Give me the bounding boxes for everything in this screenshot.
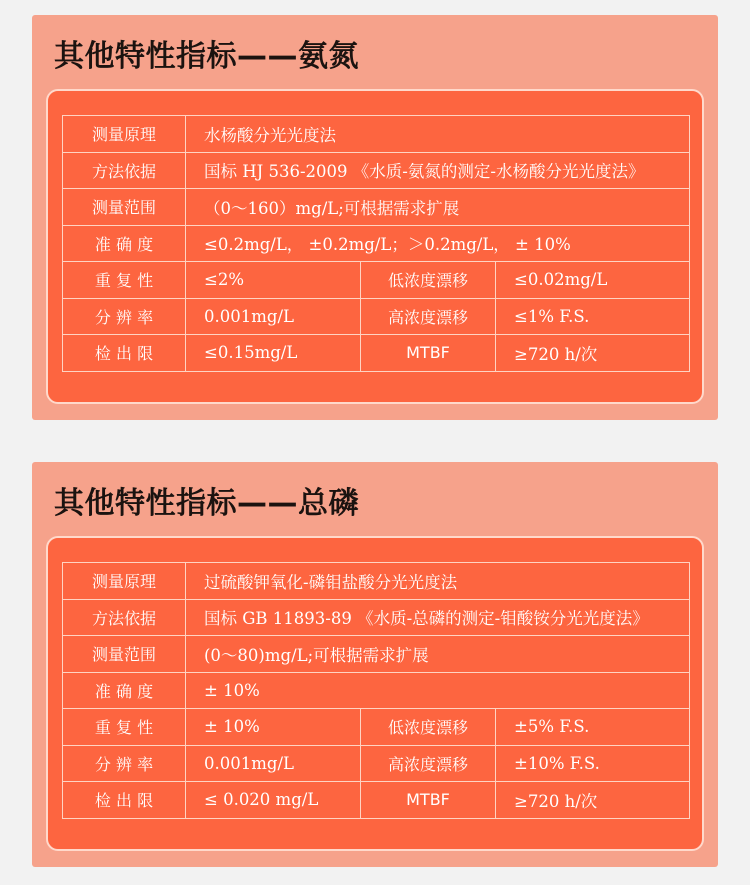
spec-table — [62, 562, 690, 819]
row-label: 测量范围 — [63, 189, 186, 226]
spec-panel — [46, 536, 704, 851]
row-value: (0～80)mg/L;可根据需求扩展 — [186, 636, 690, 673]
row-value: ≤ 0.020 mg/L — [186, 782, 361, 819]
row-label: 重 复 性 — [63, 709, 186, 746]
table-row — [63, 225, 690, 262]
row-value-secondary: ≤1% F.S. — [496, 298, 690, 335]
row-label: 方法依据 — [63, 599, 186, 636]
spec-card-ammonia — [32, 15, 718, 420]
row-value: ≤2% — [186, 262, 361, 299]
row-value: 0.001mg/L — [186, 745, 361, 782]
row-label: 分 辨 率 — [63, 298, 186, 335]
row-value-secondary: ±5% F.S. — [496, 709, 690, 746]
row-value: （0～160）mg/L;可根据需求扩展 — [186, 189, 690, 226]
row-value: ± 10% — [186, 672, 690, 709]
row-value-secondary: ≥720 h/次 — [496, 782, 690, 819]
row-label: 测量范围 — [63, 636, 186, 673]
table-row — [63, 152, 690, 189]
table-row — [63, 599, 690, 636]
row-value: 国标 HJ 536-2009 《水质-氨氮的测定-水杨酸分光光度法》 — [186, 152, 690, 189]
spec-panel — [46, 89, 704, 404]
row-label-secondary: 低浓度漂移 — [361, 709, 496, 746]
row-label-secondary: 高浓度漂移 — [361, 745, 496, 782]
table-row — [63, 563, 690, 600]
table-row — [63, 335, 690, 372]
table-row — [63, 636, 690, 673]
row-value-secondary: ≥720 h/次 — [496, 335, 690, 372]
row-value-secondary: ±10% F.S. — [496, 745, 690, 782]
table-row — [63, 116, 690, 153]
row-label: 准 确 度 — [63, 672, 186, 709]
row-value: ± 10% — [186, 709, 361, 746]
card-title: 其他特性指标——氨氮 — [54, 39, 359, 74]
row-value: ≤0.15mg/L — [186, 335, 361, 372]
table-row — [63, 189, 690, 226]
table-row — [63, 672, 690, 709]
table-row — [63, 298, 690, 335]
row-label: 测量原理 — [63, 563, 186, 600]
row-label-secondary: 高浓度漂移 — [361, 298, 496, 335]
row-label: 检 出 限 — [63, 335, 186, 372]
row-value: 0.001mg/L — [186, 298, 361, 335]
row-label: 分 辨 率 — [63, 745, 186, 782]
row-label-secondary: MTBF — [361, 782, 496, 819]
row-label: 检 出 限 — [63, 782, 186, 819]
row-value: 水杨酸分光光度法 — [186, 116, 690, 153]
row-value: ≤0.2mg/L， ±0.2mg/L；＞0.2mg/L， ± 10% — [186, 225, 690, 262]
row-label: 方法依据 — [63, 152, 186, 189]
row-label: 重 复 性 — [63, 262, 186, 299]
spec-card-total-phosphorus — [32, 462, 718, 867]
row-value: 过硫酸钾氧化-磷钼盐酸分光光度法 — [186, 563, 690, 600]
table-row — [63, 782, 690, 819]
row-label-secondary: MTBF — [361, 335, 496, 372]
row-value-secondary: ≤0.02mg/L — [496, 262, 690, 299]
table-row — [63, 745, 690, 782]
row-label-secondary: 低浓度漂移 — [361, 262, 496, 299]
table-row — [63, 709, 690, 746]
table-row — [63, 262, 690, 299]
row-label: 准 确 度 — [63, 225, 186, 262]
card-title: 其他特性指标——总磷 — [54, 486, 359, 521]
row-label: 测量原理 — [63, 116, 186, 153]
row-value: 国标 GB 11893-89 《水质-总磷的测定-钼酸铵分光光度法》 — [186, 599, 690, 636]
spec-table — [62, 115, 690, 372]
